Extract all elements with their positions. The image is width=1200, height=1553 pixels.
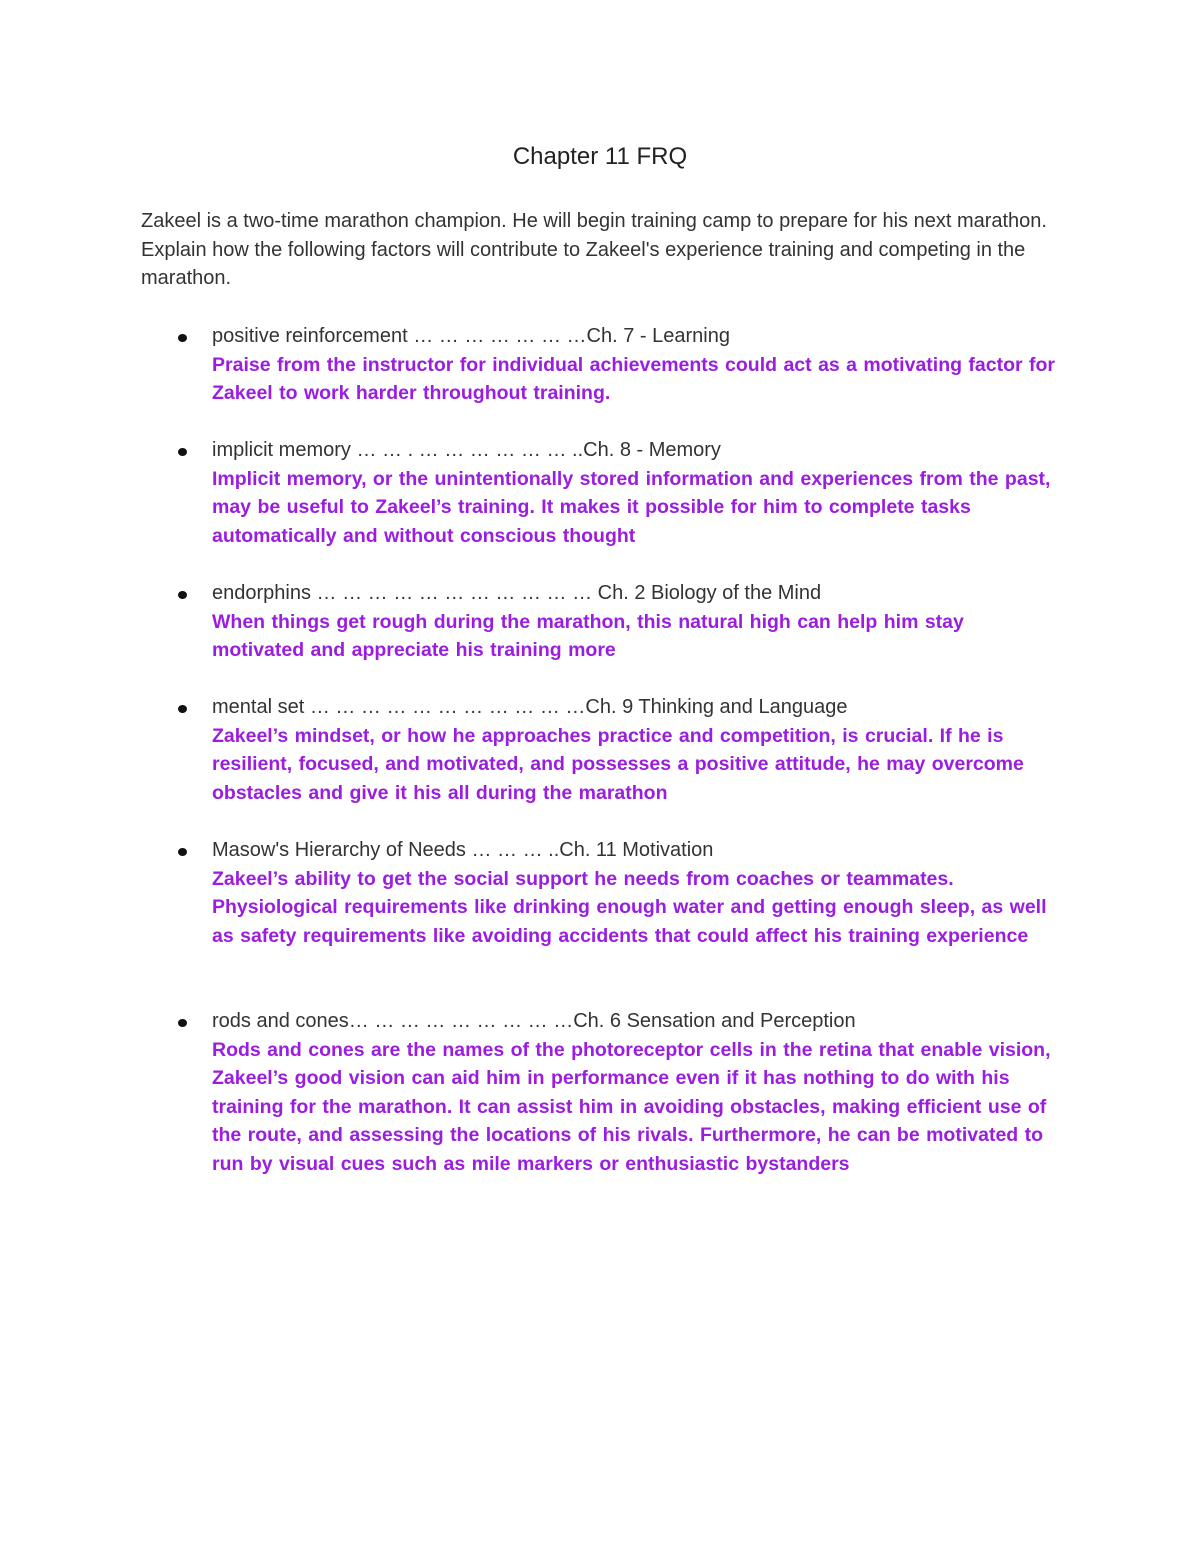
factor-answer: When things get rough during the marathon, this natural high can help him stay motivated and appreciate his training more [212,610,964,661]
factor-label: rods and cones… … … … … … … … …Ch. 6 Sensation and Perception [212,1010,856,1032]
bullet-icon [178,848,187,856]
factor-label: positive reinforcement … … … … … … …Ch. 7 - Learning [212,325,730,347]
factor-item-mental-set [172,693,1057,807]
factor-item-positive-reinforcement [172,322,1057,408]
page-title: Chapter 11 FRQ [512,143,688,170]
bullet-icon [178,705,187,713]
factor-answer: Zakeel’s mindset, or how he approaches practice and competition, is crucial. If he is resilient, focused, and motivated, and possesses a positive attitude, he may overcome obstacles and give it his all during the marathon [212,724,1024,804]
factor-answer: Zakeel’s ability to get the social support he needs from coaches or teammates. Physiological requirements like drinking enough water and getting enough sleep, as well as safety requirements like avoiding accidents that could affect his training experience [212,867,1047,947]
factor-label: Masow's Hierarchy of Needs … … … ..Ch. 11 Motivation [212,839,714,861]
factor-item-rods-and-cones [172,1007,1057,1178]
factor-item-implicit-memory [172,436,1057,550]
factor-answer: Implicit memory, or the unintentionally stored information and experiences from the past, may be useful to Zakeel’s training. It makes it possible for him to complete tasks automatically and without conscious thought [212,467,1051,547]
factor-answer: Rods and cones are the names of the photoreceptor cells in the retina that enable vision, Zakeel’s good vision can aid him in performance even if it has nothing to do with his training for the marathon. It can assist him in avoiding obstacles, making efficient use of the route, and assessing the locations of his rivals. Furthermore, he can be motivated to run by visual cues such as mile markers or enthusiastic bystanders [212,1038,1051,1175]
factor-label: implicit memory … … . … … … … … … ..Ch. 8 - Memory [212,439,721,461]
bullet-icon [178,591,187,599]
factor-label: mental set … … … … … … … … … … …Ch. 9 Thinking and Language [212,696,848,718]
factor-item-hierarchy-of-needs [172,836,1057,950]
factor-item-endorphins [172,579,1057,665]
bullet-icon [178,1019,187,1027]
factor-label: endorphins … … … … … … … … … … … Ch. 2 Biology of the Mind [212,582,822,604]
factor-answer: Praise from the instructor for individual achievements could act as a motivating factor for Zakeel to work harder throughout training. [212,353,1056,404]
question-prompt: Zakeel is a two-time marathon champion. He will begin training camp to prepare for his next marathon. Explain how the following factors will contribute to Zakeel's experience training and competing in the marathon. [141,210,1047,289]
bullet-icon [178,334,187,342]
bullet-icon [178,448,187,456]
